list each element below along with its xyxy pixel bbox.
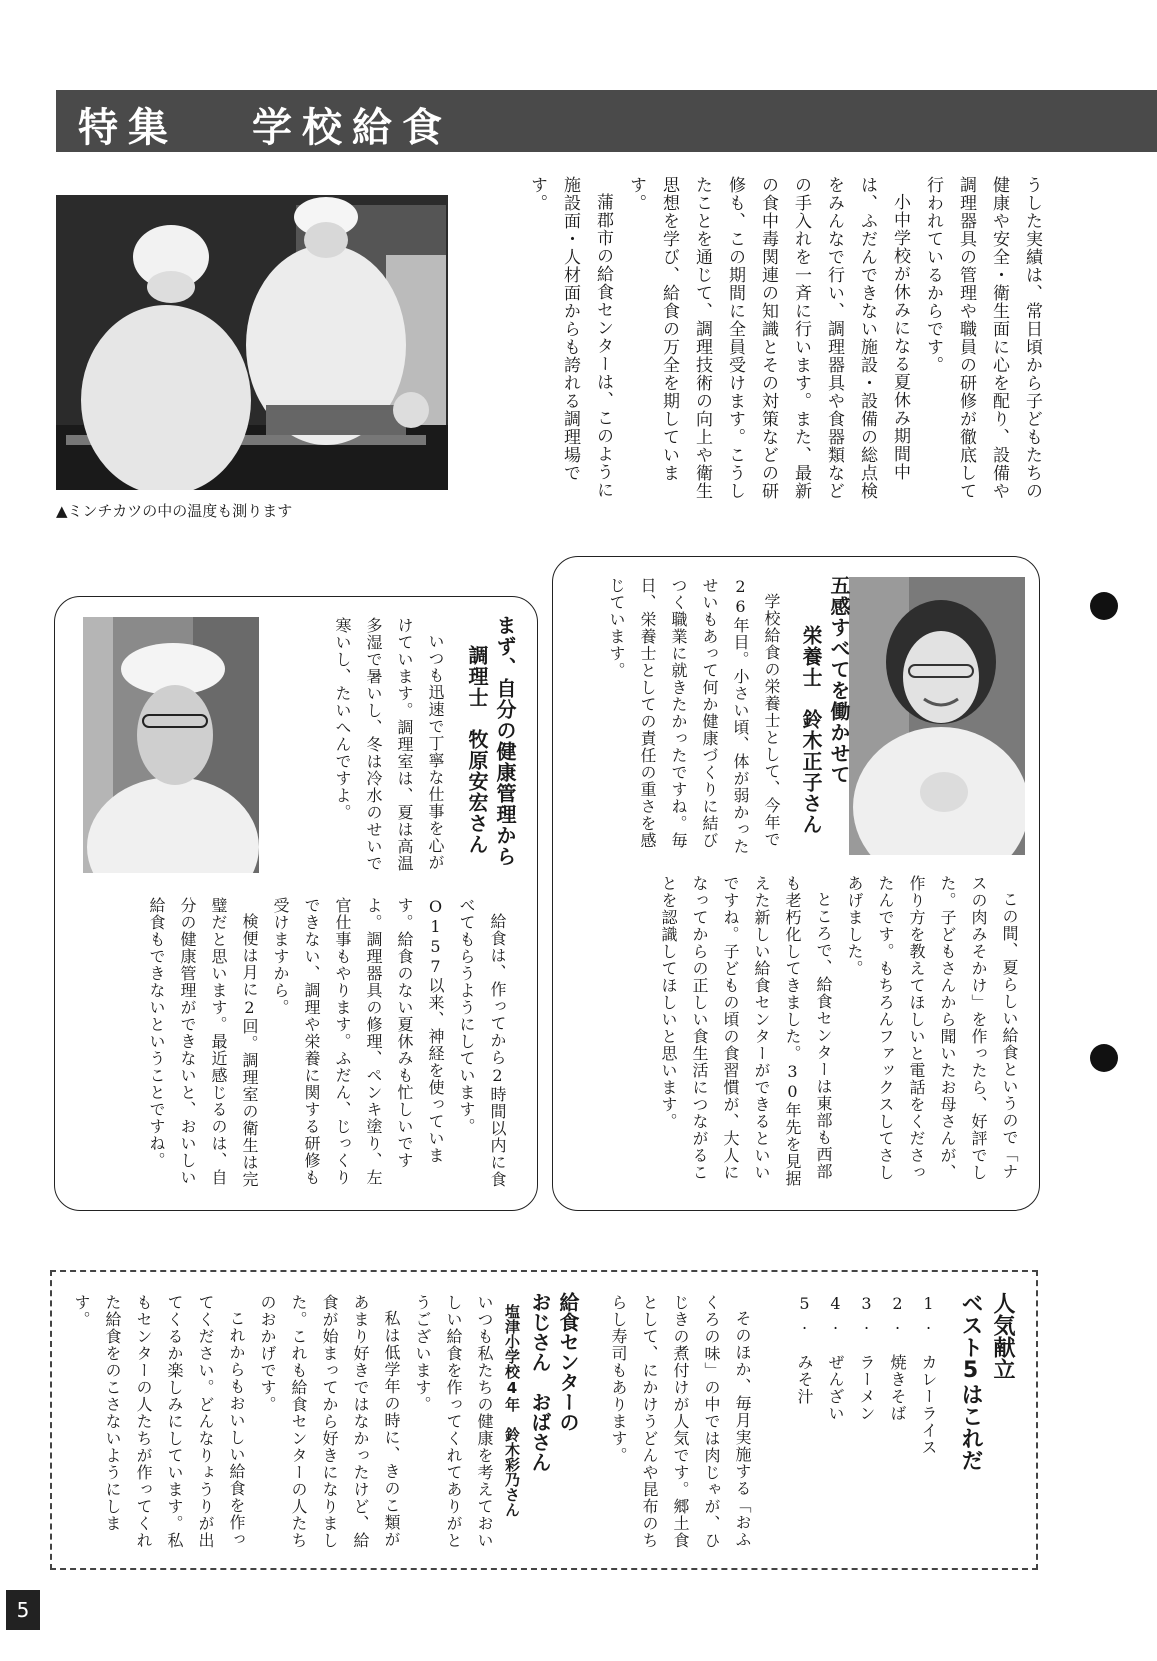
popular-heading-line1: 人気献立 <box>990 1292 1015 1380</box>
kitchen-photo <box>56 195 448 490</box>
popular-list <box>758 1294 944 1558</box>
letter-paragraph: いつも私たちの健康を考えておいしい給食を作ってくれてありがとうございます。 <box>413 1294 494 1549</box>
nutritionist-box <box>552 556 1040 1211</box>
popular-heading-line2: ベスト5はこれだ <box>958 1292 983 1471</box>
intro-text <box>448 176 1048 511</box>
popular-menu-heading <box>948 1292 1018 1532</box>
nutritionist-text-upper <box>567 577 787 857</box>
binder-hole-bottom <box>1090 1044 1118 1072</box>
intro-paragraph: 蒲郡市の給食センターは、このように施設面・人材面からも誇れる調理場です。 <box>527 176 613 499</box>
nutritionist-name: 栄養士 鈴木正子さん <box>799 625 823 835</box>
nutritionist-heading <box>793 575 853 835</box>
photo-caption: ▲ミンチカツの中の温度も測ります <box>56 502 293 520</box>
popular-item: 3. ラーメン <box>857 1294 876 1422</box>
popular-note-text: そのほか、毎月実施する「おふくろの味」の中では肉じゃが、ひじきの煮付けが人気です。郷土食として、にかけうどんや昆布のちらし寿司もあります。 <box>609 1294 752 1549</box>
bottom-section <box>50 1270 1038 1570</box>
cook-name: 調理士 牧原安宏さん <box>465 645 489 855</box>
cook-heading <box>455 615 519 875</box>
banner-title-right: 学校給食 <box>252 104 452 151</box>
popular-item: 1. カレーライス <box>919 1294 938 1456</box>
nutritionist-paragraph: ところで、給食センターは東部も西部も老朽化してきました。30年先を見据えた新しい給食センターができるといいですね。子どもの頃の食習慣が、大人になってからの正しい食生活につながることを認識してほしいと思います。 <box>659 875 833 1187</box>
cook-box <box>54 596 538 1211</box>
binder-hole-top <box>1090 592 1118 620</box>
popular-item: 2. 焼きそば <box>888 1294 907 1422</box>
cook-title: まず、自分の健康管理から <box>493 615 517 867</box>
popular-note <box>582 1294 758 1558</box>
letter-heading-line1: 給食センターの <box>556 1292 580 1432</box>
cook-paragraph: 給食は、作ってから2時間以内に食べてもらうようにしています。O157以来、神経を使っています。給食のない夏休みも忙しいですよ。調理器具の修理、ペンキ塗り、左官仕事もやります。ふだん、じっくりできない、調理や栄養に関する研修も受けますから。 <box>271 897 507 1188</box>
popular-item: 5. みそ汁 <box>795 1294 814 1405</box>
letter-heading-line2: おじさん おばさん <box>528 1292 552 1472</box>
letter-heading <box>502 1292 582 1552</box>
cook-paragraph: 検便は月に2回。調理室の衛生は完璧だと思います。最近感じるのは、自分の健康管理ができないと、おいしい給食もできないということですね。 <box>147 897 259 1188</box>
nutritionist-title: 五感すべてを働かせて <box>827 575 851 785</box>
cook-text-lower <box>83 897 513 1197</box>
letter-paragraph: これからもおいしい給食を作ってください。どんなりょうりが出てくるか楽しみにしています。私もセンターの人たちが作ってくれた給食をのこさないようにします。 <box>72 1294 246 1549</box>
feature-banner <box>56 90 1157 152</box>
page-number: 5 <box>6 1590 40 1630</box>
intro-paragraph: うした実績は、常日頃から子どもたちの健康や安全・衛生面に心を配り、設備や調理器具の管理や職員の研修が徹底して行われているからです。 <box>923 176 1042 500</box>
cook-photo <box>83 617 259 873</box>
letter-author: 塩津小学校4年 鈴木彩乃さん <box>503 1304 521 1517</box>
popular-item: 4. ぜんざい <box>826 1294 845 1422</box>
banner-title-left: 特集 <box>78 104 178 151</box>
cook-paragraph: いつも迅速で丁寧な仕事を心がけています。調理室は、夏は高温多湿で暑いし、冬は冷水のせいで寒いし、たいへんですよ。 <box>333 617 445 872</box>
nutritionist-text-lower <box>567 875 1025 1195</box>
letter-paragraph: 私は低学年の時に、きのこ類があまり好きではなかったけど、給食が始まってから好きになりました。これも給食センターの人たちのおかげです。 <box>258 1294 401 1549</box>
nutritionist-photo <box>849 577 1025 855</box>
nutritionist-paragraph: 学校給食の栄養士として、今年で26年目。小さい頃、体が弱かったせいもあって何か健康づくりに結びつく職業に就きたかったですね。毎日、栄養士としての責任の重さを感じています。 <box>607 577 781 855</box>
letter-text <box>64 1294 500 1558</box>
intro-paragraph: 小中学校が休みになる夏休み期間中は、ふだんできない施設・設備の総点検をみんなで行い、調理器具や食器類などの手入れを一斉に行います。また、最新の食中毒関連の知識とその対策などの研修も、この期間に全員受けます。こうしたことを通じて、調理技術の向上や衛生思想を学び、給食の万全を期しています。 <box>626 176 910 500</box>
cook-text-upper <box>265 617 451 877</box>
nutritionist-paragraph: この間、夏らしい給食というので「ナスの肉みそかけ」を作ったら、好評でした。子どもさんから聞いたお母さんが、作り方を教えてほしいと電話をくださったんです。もちろんファックスしてさしあげました。 <box>845 875 1019 1181</box>
